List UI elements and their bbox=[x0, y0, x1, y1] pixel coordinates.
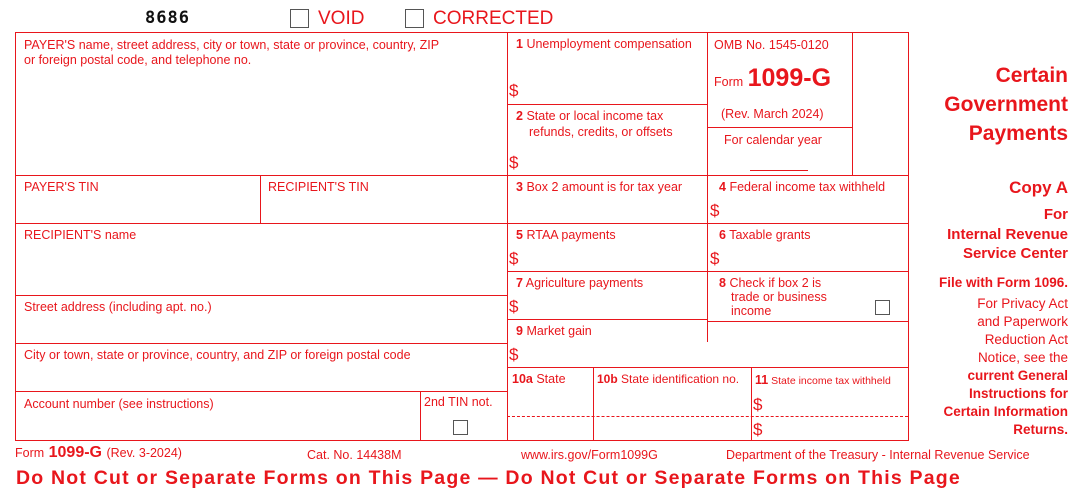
box2-label: 2 State or local income tax bbox=[516, 109, 664, 123]
privacy-line-5: current General bbox=[967, 368, 1068, 383]
payer-tin-label: PAYER'S TIN bbox=[24, 180, 99, 194]
box3-label: 3 Box 2 amount is for tax year bbox=[516, 180, 683, 194]
box4-label: 4 Federal income tax withheld bbox=[719, 180, 886, 194]
second-tin-checkbox[interactable] bbox=[453, 420, 468, 435]
box7-label: 7 Agriculture payments bbox=[516, 276, 644, 290]
payer-name-field[interactable] bbox=[16, 70, 506, 174]
second-tin-label: 2nd TIN not. bbox=[424, 395, 493, 409]
recipient-tin-field[interactable] bbox=[262, 196, 506, 222]
box7-dollar: $ bbox=[509, 297, 519, 316]
payer-tin-field[interactable] bbox=[16, 196, 259, 222]
calendar-year-label: For calendar year bbox=[724, 133, 822, 147]
form-title: Form 1099-G bbox=[714, 64, 832, 92]
box5-dollar: $ bbox=[509, 249, 519, 268]
corrected-checkbox[interactable] bbox=[405, 9, 424, 28]
omb-number: OMB No. 1545-0120 bbox=[714, 38, 829, 52]
box2-label-cont: refunds, credits, or offsets bbox=[529, 125, 673, 139]
privacy-notice bbox=[900, 295, 1068, 439]
footer-cat-no: Cat. No. 14438M bbox=[307, 448, 402, 462]
box10a-label: 10a State bbox=[512, 372, 566, 386]
privacy-line-6: Instructions for bbox=[968, 386, 1068, 401]
box10a-field-2[interactable] bbox=[509, 418, 592, 440]
box2-field[interactable] bbox=[522, 142, 705, 174]
payer-name-label: PAYER'S name, street address, city or town, state or province, country, ZIP bbox=[24, 38, 440, 52]
box8-label: 8 Check if box 2 is bbox=[719, 276, 822, 290]
form-heading bbox=[880, 61, 1068, 148]
form-code: 8686 bbox=[145, 8, 190, 28]
box11-dollar-2: $ bbox=[753, 420, 763, 439]
account-number-label: Account number (see instructions) bbox=[24, 397, 214, 411]
recipient-tin-label: RECIPIENT'S TIN bbox=[268, 180, 369, 194]
copy-label: Copy A bbox=[1009, 178, 1068, 197]
void-checkbox[interactable] bbox=[290, 9, 309, 28]
footer-department: Department of the Treasury - Internal Revenue Service bbox=[726, 448, 1030, 462]
box8-label-cont: trade or business bbox=[731, 290, 827, 304]
form-revision: (Rev. March 2024) bbox=[721, 107, 824, 121]
box8-label-cont2: income bbox=[731, 304, 772, 318]
box9-label: 9 Market gain bbox=[516, 324, 592, 338]
box10a-field-1[interactable] bbox=[509, 389, 592, 415]
box6-label: 6 Taxable grants bbox=[719, 228, 811, 242]
privacy-line-2: and Paperwork bbox=[977, 314, 1068, 329]
box10b-field-1[interactable] bbox=[595, 389, 750, 415]
file-with-note: File with Form 1096. bbox=[938, 275, 1068, 290]
box6-dollar: $ bbox=[710, 249, 720, 268]
box9-field[interactable] bbox=[522, 340, 706, 366]
box8-checkbox[interactable] bbox=[875, 300, 890, 315]
heading-line-1: Certain bbox=[995, 64, 1068, 87]
box5-field[interactable] bbox=[522, 244, 706, 270]
box1-label: 1 Unemployment compensation bbox=[516, 37, 692, 51]
city-field[interactable] bbox=[16, 364, 506, 390]
copy-for-irs-1: Internal Revenue bbox=[947, 226, 1068, 243]
box4-dollar: $ bbox=[710, 201, 720, 220]
heading-line-3: Payments bbox=[968, 122, 1068, 145]
payer-name-label-cont: or foreign postal code, and telephone no. bbox=[24, 53, 252, 67]
privacy-line-7: Certain Information bbox=[943, 404, 1068, 419]
calendar-year-field[interactable] bbox=[750, 152, 808, 170]
box11-field-1[interactable] bbox=[766, 389, 907, 415]
city-label: City or town, state or province, country, and ZIP or foreign postal code bbox=[24, 348, 411, 362]
account-number-field[interactable] bbox=[16, 413, 419, 440]
recipient-name-label: RECIPIENT'S name bbox=[24, 228, 137, 242]
box7-field[interactable] bbox=[522, 292, 706, 318]
box4-field[interactable] bbox=[723, 196, 907, 222]
void-label: VOID bbox=[318, 8, 365, 29]
box11-label: 11 State income tax withheld bbox=[755, 373, 891, 387]
corrected-label: CORRECTED bbox=[433, 8, 554, 29]
box9-dollar: $ bbox=[509, 345, 519, 364]
box1-field[interactable] bbox=[522, 56, 705, 102]
privacy-line-4: Notice, see the bbox=[977, 350, 1068, 365]
privacy-line-8: Returns. bbox=[1013, 422, 1068, 437]
footer-url[interactable]: www.irs.gov/Form1099G bbox=[521, 448, 658, 462]
box11-dollar-1: $ bbox=[753, 395, 763, 414]
copy-for: For bbox=[1043, 206, 1068, 223]
copy-for-irs-2: Service Center bbox=[962, 245, 1068, 262]
box1-dollar: $ bbox=[509, 81, 519, 100]
recipient-name-field[interactable] bbox=[16, 244, 506, 294]
box5-label: 5 RTAA payments bbox=[516, 228, 616, 242]
street-address-label: Street address (including apt. no.) bbox=[24, 300, 212, 314]
heading-line-2: Government bbox=[944, 93, 1068, 116]
calendar-year-line bbox=[750, 170, 808, 171]
privacy-line-1: For Privacy Act bbox=[977, 296, 1068, 311]
box3-field[interactable] bbox=[509, 196, 706, 222]
copy-a-block bbox=[912, 178, 1068, 263]
box11-field-2[interactable] bbox=[766, 418, 907, 440]
box9-right-empty bbox=[709, 323, 907, 366]
box6-field[interactable] bbox=[723, 244, 907, 270]
privacy-line-3: Reduction Act bbox=[984, 332, 1068, 347]
do-not-cut-warning: Do Not Cut or Separate Forms on This Page — Do Not Cut or Separate Forms on This Page bbox=[16, 467, 961, 489]
footer-form-id: Form 1099-G (Rev. 3-2024) bbox=[15, 444, 182, 461]
street-address-field[interactable] bbox=[16, 316, 506, 342]
box2-dollar: $ bbox=[509, 153, 519, 172]
box10b-field-2[interactable] bbox=[595, 418, 750, 440]
box10b-label: 10b State identification no. bbox=[597, 372, 740, 386]
